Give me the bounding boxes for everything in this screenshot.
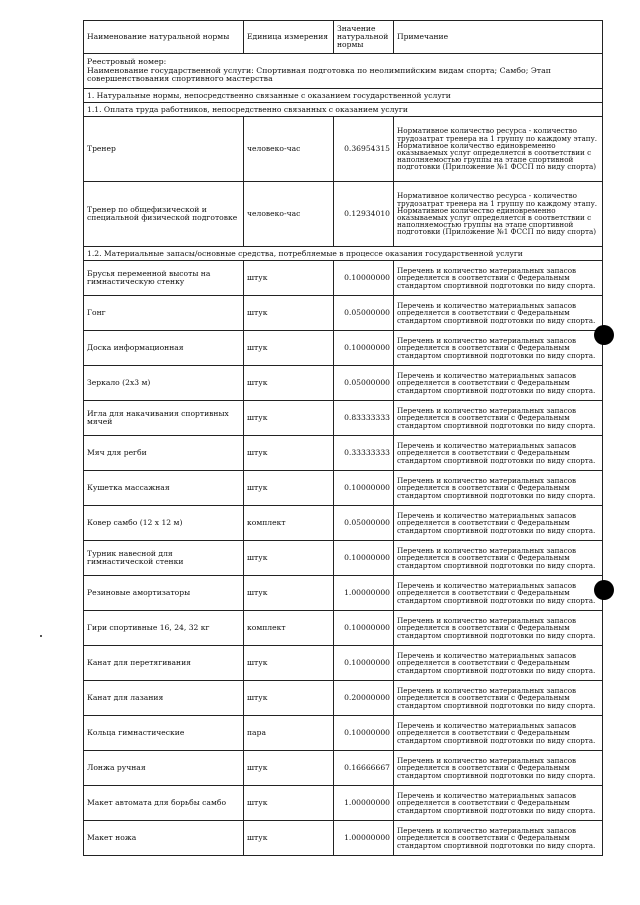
registry-cell [84,54,603,89]
table-row [84,261,603,296]
row-note: Перечень и количество материальных запасов определяется в соответствии с Федеральным стандартом спортивной подготовки по виду спорта. [394,786,603,821]
row-name: Брусья переменной высоты на гимнастическую стенку [84,261,244,296]
row-value: 0.10000000 [334,331,394,366]
registry-number-label: Реестровый номер: [87,57,167,67]
row-value: 0.83333333 [334,401,394,436]
row-name: Тренер по общефизической и специальной физической подготовке [84,182,244,247]
row-note: Перечень и количество материальных запасов определяется в соответствии с Федеральным стандартом спортивной подготовки по виду спорта. [394,611,603,646]
row-note: Перечень и количество материальных запасов определяется в соответствии с Федеральным стандартом спортивной подготовки по виду спорта. [394,296,603,331]
row-unit: штук [244,296,334,331]
row-note: Перечень и количество материальных запасов определяется в соответствии с Федеральным стандартом спортивной подготовки по виду спорта. [394,751,603,786]
row-note: Перечень и количество материальных запасов определяется в соответствии с Федеральным стандартом спортивной подготовки по виду спорта. [394,646,603,681]
row-note: Перечень и количество материальных запасов определяется в соответствии с Федеральным стандартом спортивной подготовки по виду спорта. [394,401,603,436]
row-value: 0.10000000 [334,646,394,681]
row-name: Кольца гимнастические [84,716,244,751]
row-unit: штук [244,646,334,681]
row-value: 0.20000000 [334,681,394,716]
row-name: Канат для перетягивания [84,646,244,681]
header-note: Примечание [394,21,603,54]
row-name: Ковер самбо (12 x 12 м) [84,506,244,541]
table-row [84,117,603,182]
row-name: Макет ножа [84,821,244,856]
table-row [84,401,603,436]
row-note: Перечень и количество материальных запасов определяется в соответствии с Федеральным стандартом спортивной подготовки по виду спорта. [394,681,603,716]
table-row [84,716,603,751]
punch-hole-mark [594,325,614,345]
table-row [84,541,603,576]
row-value: 0.16666667 [334,751,394,786]
row-unit: человеко-час [244,117,334,182]
row-name: Зеркало (2x3 м) [84,366,244,401]
row-unit: штук [244,366,334,401]
table-row [84,471,603,506]
row-name: Турник навесной для гимнастической стенки [84,541,244,576]
row-unit: комплект [244,611,334,646]
table-row [84,611,603,646]
table-row [84,296,603,331]
row-unit: штук [244,436,334,471]
row-value: 0.05000000 [334,506,394,541]
row-unit: штук [244,541,334,576]
section-1-1-heading: 1.1. Оплата труда работников, непосредственно связанных с оказанием услуги [84,103,603,117]
row-value: 0.10000000 [334,541,394,576]
row-value: 0.10000000 [334,611,394,646]
row-name: Макет автомата для борьбы самбо [84,786,244,821]
row-note: Перечень и количество материальных запасов определяется в соответствии с Федеральным стандартом спортивной подготовки по виду спорта. [394,261,603,296]
row-name: Мяч для регби [84,436,244,471]
row-value: 0.36954315 [334,117,394,182]
row-name: Резиновые амортизаторы [84,576,244,611]
row-unit: штук [244,401,334,436]
row-value: 0.10000000 [334,471,394,506]
table-row [84,331,603,366]
table-row [84,646,603,681]
row-name: Канат для лазания [84,681,244,716]
row-value: 0.10000000 [334,261,394,296]
row-note: Перечень и количество материальных запасов определяется в соответствии с Федеральным стандартом спортивной подготовки по виду спорта. [394,366,603,401]
table-row [84,821,603,856]
service-name: Наименование государственной услуги: Спортивная подготовка по неолимпийским видам спорта; Самбо; Этап совершенствования спортивного мастерства [87,65,551,84]
row-name: Игла для накачивания спортивных мячей [84,401,244,436]
row-value: 0.05000000 [334,296,394,331]
row-name: Кушетка массажная [84,471,244,506]
table-row [84,681,603,716]
row-unit: штук [244,471,334,506]
row-name: Лонжа ручная [84,751,244,786]
row-name: Доска информационная [84,331,244,366]
table-row [84,506,603,541]
row-unit: штук [244,751,334,786]
section-1-heading: 1. Натуральные нормы, непосредственно связанные с оказанием государственной услуги [84,89,603,103]
row-value: 0.10000000 [334,716,394,751]
row-unit: штук [244,576,334,611]
row-name: Гири спортивные 16, 24, 32 кг [84,611,244,646]
row-name: Гонг [84,296,244,331]
punch-hole-mark [594,580,614,600]
header-name: Наименование натуральной нормы [84,21,244,54]
row-note: Перечень и количество материальных запасов определяется в соответствии с Федеральным стандартом спортивной подготовки по виду спорта. [394,821,603,856]
row-value: 1.00000000 [334,786,394,821]
scan-speck [40,635,42,637]
row-note: Перечень и количество материальных запасов определяется в соответствии с Федеральным стандартом спортивной подготовки по виду спорта. [394,331,603,366]
table-row [84,576,603,611]
table-row [84,436,603,471]
row-note: Перечень и количество материальных запасов определяется в соответствии с Федеральным стандартом спортивной подготовки по виду спорта. [394,576,603,611]
row-unit: штук [244,681,334,716]
row-value: 1.00000000 [334,576,394,611]
row-note: Нормативное количество ресурса - количество трудозатрат тренера на 1 группу по каждому этапу. Нормативное количество единовременно оказываемых услуг определяется в соответствии с наполняемостью группы на этапе спортивной подготовки (Приложение №1 ФССП по виду спорта) [394,182,603,247]
row-note: Перечень и количество материальных запасов определяется в соответствии с Федеральным стандартом спортивной подготовки по виду спорта. [394,716,603,751]
section-1-2-heading: 1.2. Материальные запасы/основные средства, потребляемые в процессе оказания государственной услуги [84,247,603,261]
table-body [84,54,603,856]
row-name: Тренер [84,117,244,182]
row-value: 0.05000000 [334,366,394,401]
row-note: Перечень и количество материальных запасов определяется в соответствии с Федеральным стандартом спортивной подготовки по виду спорта. [394,541,603,576]
table-row [84,751,603,786]
row-note: Нормативное количество ресурса - количество трудозатрат тренера на 1 группу по каждому этапу. Нормативное количество единовременно оказываемых услуг определяется в соответствии с наполняемостью группы на этапе спортивной подготовки (Приложение №1 ФССП по виду спорта) [394,117,603,182]
row-value: 0.33333333 [334,436,394,471]
row-value: 0.12934010 [334,182,394,247]
row-note: Перечень и количество материальных запасов определяется в соответствии с Федеральным стандартом спортивной подготовки по виду спорта. [394,471,603,506]
table-header [84,21,603,54]
norms-table [83,20,603,856]
row-unit: штук [244,821,334,856]
row-unit: штук [244,786,334,821]
table-row [84,786,603,821]
table-row [84,366,603,401]
row-unit: штук [244,261,334,296]
header-unit: Единица измерения [244,21,334,54]
row-unit: штук [244,331,334,366]
row-note: Перечень и количество материальных запасов определяется в соответствии с Федеральным стандартом спортивной подготовки по виду спорта. [394,506,603,541]
row-value: 1.00000000 [334,821,394,856]
row-note: Перечень и количество материальных запасов определяется в соответствии с Федеральным стандартом спортивной подготовки по виду спорта. [394,436,603,471]
row-unit: пара [244,716,334,751]
row-unit: человеко-час [244,182,334,247]
header-value: Значение натуральной нормы [334,21,394,54]
table-row [84,182,603,247]
row-unit: комплект [244,506,334,541]
